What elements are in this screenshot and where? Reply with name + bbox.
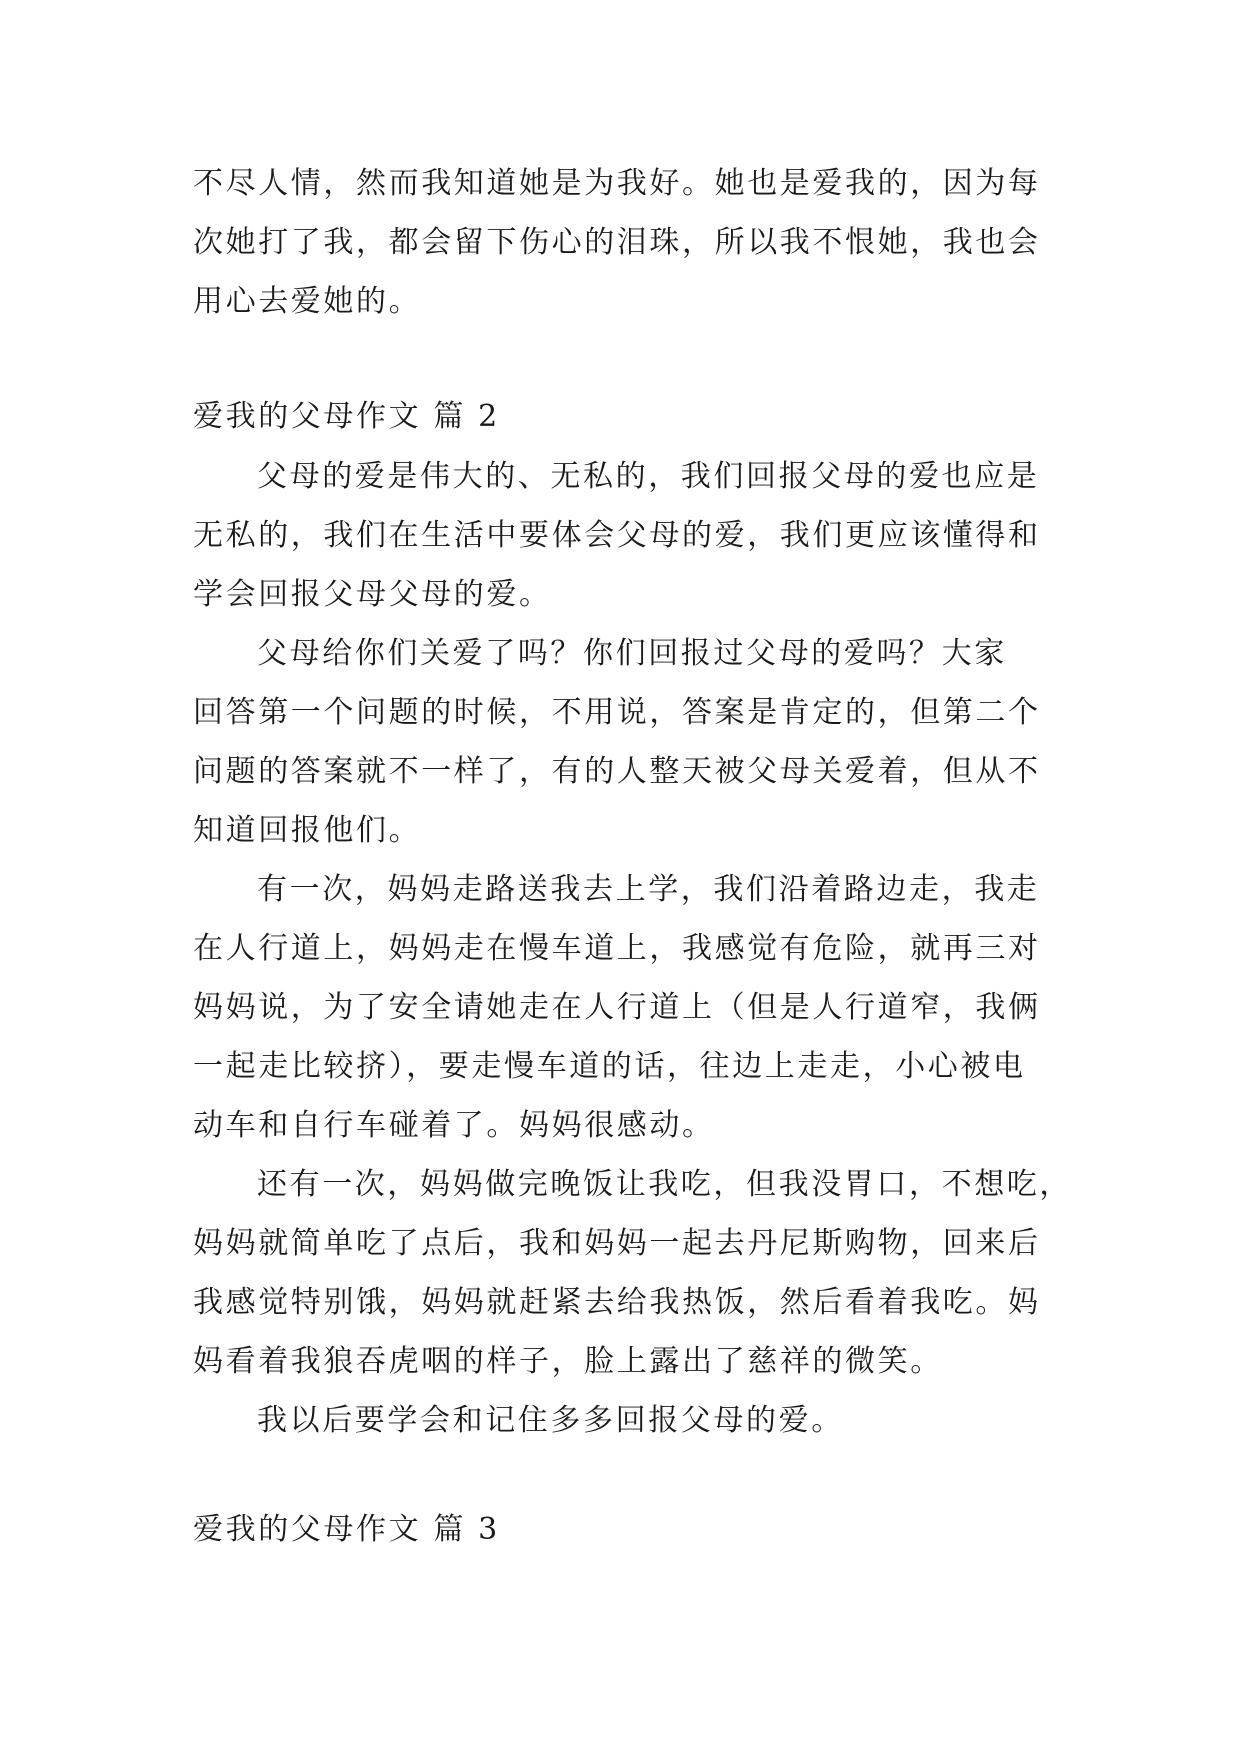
paragraph-line: 还有一次，妈妈做完晚饭让我吃，但我没胃口，不想吃， <box>257 1167 1072 1202</box>
paragraph-line: 妈妈就简单吃了点后，我和妈妈一起去丹尼斯购物，回来后 <box>193 1226 1041 1261</box>
section-heading-2: 爱我的父母作文 篇 2 <box>193 399 500 434</box>
paragraph-line: 不尽人情，然而我知道她是为我好。她也是爱我的，因为每 <box>193 166 1041 201</box>
paragraph-line: 我感觉特别饿，妈妈就赶紧去给我热饭，然后看着我吃。妈 <box>193 1285 1041 1320</box>
paragraph-line: 父母的爱是伟大的、无私的，我们回报父母的爱也应是 <box>257 459 1040 494</box>
paragraph-line: 有一次，妈妈走路送我去上学，我们沿着路边走，我走 <box>257 872 1040 907</box>
paragraph-line: 学会回报父母父母的爱。 <box>193 577 552 612</box>
paragraph-1 <box>193 447 1053 624</box>
paragraph-line: 一起走比较挤），要走慢车道的话，往边上走走，小心被电 <box>193 1049 1026 1084</box>
paragraph-line: 妈看着我狼吞虎咽的样子，脸上露出了慈祥的微笑。 <box>193 1344 943 1379</box>
paragraph-line: 知道回报他们。 <box>193 813 422 848</box>
paragraph-line: 次她打了我，都会留下伤心的泪珠，所以我不恨她，我也会 <box>193 225 1041 260</box>
paragraph-3 <box>193 860 1053 1155</box>
section-2-body <box>193 447 1072 1450</box>
paragraph-line: 在人行道上，妈妈走在慢车道上，我感觉有危险，就再三对 <box>193 931 1041 966</box>
continuation-paragraph <box>193 154 1053 331</box>
section-heading-3: 爱我的父母作文 篇 3 <box>193 1512 500 1547</box>
paragraph-5 <box>193 1391 1053 1450</box>
paragraph-line: 我以后要学会和记住多多回报父母的爱。 <box>257 1403 844 1438</box>
paragraph-line: 问题的答案就不一样了，有的人整天被父母关爱着，但从不 <box>193 754 1041 789</box>
paragraph-line: 父母给你们关爱了吗？你们回报过父母的爱吗？大家 <box>257 636 1007 671</box>
paragraph-line: 回答第一个问题的时候，不用说，答案是肯定的，但第二个 <box>193 695 1041 730</box>
paragraph-line: 无私的，我们在生活中要体会父母的爱，我们更应该懂得和 <box>193 518 1041 553</box>
paragraph-line: 动车和自行车碰着了。妈妈很感动。 <box>193 1108 715 1143</box>
paragraph-line: 用心去爱她的。 <box>193 284 422 319</box>
paragraph-line: 妈妈说，为了安全请她走在人行道上（但是人行道窄，我俩 <box>193 990 1041 1025</box>
paragraph-4 <box>193 1155 1072 1391</box>
paragraph-2 <box>193 624 1053 860</box>
